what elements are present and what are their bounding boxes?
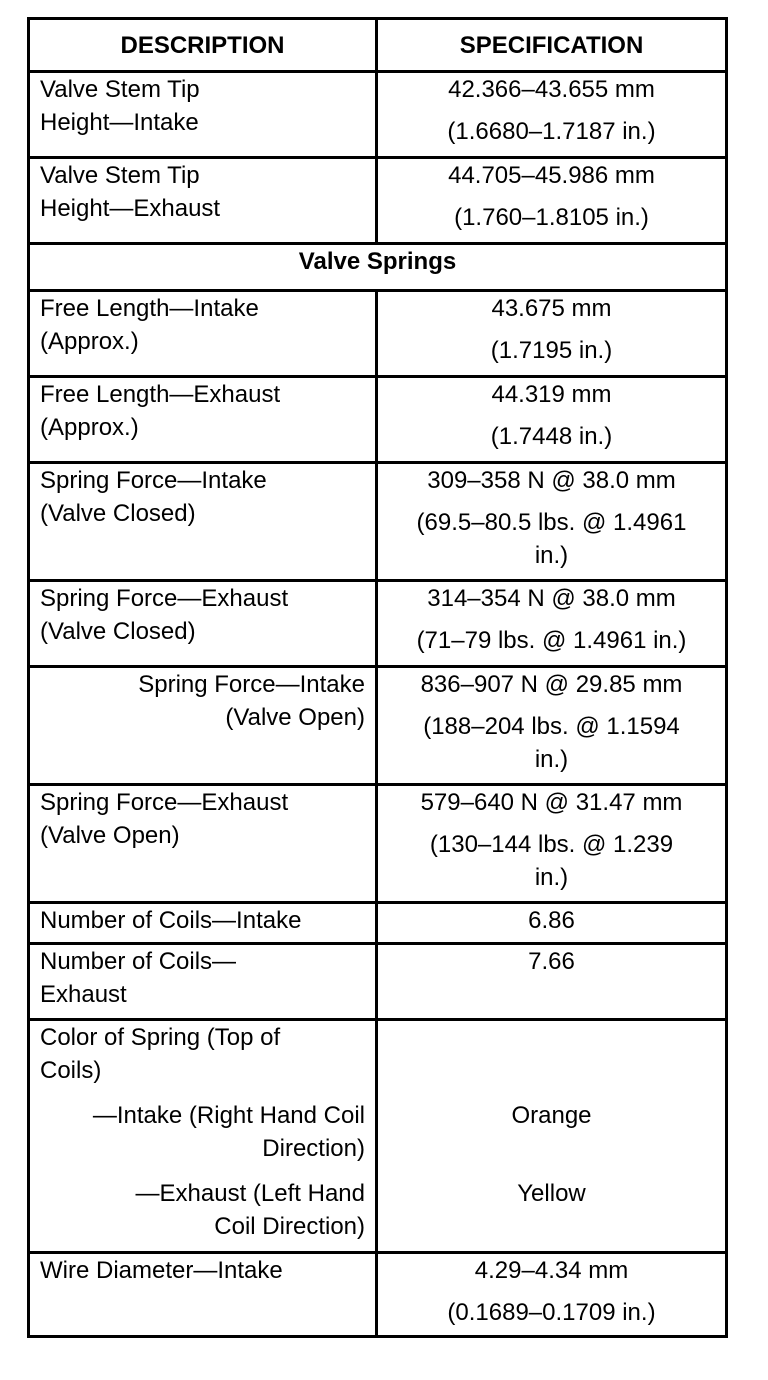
description-line: Coil Direction) — [214, 1213, 365, 1240]
spec-line: in.) — [534, 542, 569, 569]
specification-cell — [377, 1253, 727, 1337]
description-line: Free Length—Exhaust — [40, 381, 281, 408]
spec-line: 44.319 mm — [491, 381, 612, 408]
description-line: Color of Spring (Top of — [40, 1024, 281, 1051]
spec-line: 314–354 N @ 38.0 mm — [427, 585, 676, 612]
intake-color-value-wrap — [388, 1099, 715, 1165]
description-line: (Valve Closed) — [40, 618, 196, 645]
specification-cell — [377, 944, 727, 1020]
section-row — [29, 244, 727, 291]
exhaust-color-value: Yellow — [517, 1180, 586, 1207]
description-line: Spring Force—Intake — [138, 671, 365, 698]
description-cell — [29, 158, 377, 244]
header-specification: SPECIFICATION — [377, 19, 727, 72]
description-line: Height—Intake — [40, 109, 199, 136]
description-cell — [29, 581, 377, 667]
spec-line: 4.29–4.34 mm — [474, 1257, 629, 1284]
spec-line: 836–907 N @ 29.85 mm — [420, 671, 683, 698]
description-line: (Valve Open) — [225, 704, 365, 731]
spec-line: 44.705–45.986 mm — [448, 162, 655, 189]
table-row — [29, 581, 727, 667]
table-row — [29, 463, 727, 581]
spec-line: in.) — [534, 746, 569, 773]
spec-line: 42.366–43.655 mm — [448, 76, 655, 103]
spec-line: 6.86 — [528, 907, 575, 934]
specification-cell — [377, 463, 727, 581]
table-row — [29, 944, 727, 1020]
description-line: (Approx.) — [40, 414, 139, 441]
table-row — [29, 72, 727, 158]
header-description: DESCRIPTION — [29, 19, 377, 72]
description-line: Number of Coils—Intake — [40, 907, 302, 934]
table-row — [29, 158, 727, 244]
table-row — [29, 291, 727, 377]
table-row — [29, 667, 727, 785]
description-line: Direction) — [262, 1135, 365, 1162]
description-line: Valve Stem Tip — [40, 76, 200, 103]
description-cell — [29, 944, 377, 1020]
description-cell — [29, 291, 377, 377]
specification-cell — [377, 785, 727, 903]
description-line: Spring Force—Exhaust — [40, 585, 289, 612]
description-line: Valve Stem Tip — [40, 162, 200, 189]
description-line: Spring Force—Intake — [40, 467, 267, 494]
spec-line: (1.6680–1.7187 in.) — [447, 118, 656, 145]
intake-color-label — [40, 1099, 365, 1165]
specification-cell — [377, 377, 727, 463]
spec-line: in.) — [534, 864, 569, 891]
spec-line: (1.7448 in.) — [490, 423, 613, 450]
description-line: —Intake (Right Hand Coil — [92, 1102, 365, 1129]
section-title: Valve Springs — [29, 244, 727, 291]
description-line: —Exhaust (Left Hand — [135, 1180, 365, 1207]
description-line: (Approx.) — [40, 328, 139, 355]
specification-cell — [377, 581, 727, 667]
description-cell — [29, 377, 377, 463]
spec-line: (69.5–80.5 lbs. @ 1.4961 — [416, 509, 687, 536]
description-cell — [29, 667, 377, 785]
specification-cell — [377, 667, 727, 785]
spec-line: 309–358 N @ 38.0 mm — [427, 467, 676, 494]
description-line: Spring Force—Exhaust — [40, 789, 289, 816]
table-row — [29, 1253, 727, 1337]
spec-line: 43.675 mm — [491, 295, 612, 322]
table-row — [29, 1020, 727, 1253]
description-line: Wire Diameter—Intake — [40, 1257, 283, 1284]
description-line: Exhaust — [40, 981, 127, 1008]
description-cell — [29, 1020, 377, 1253]
description-line: Number of Coils— — [40, 948, 237, 975]
table-row — [29, 785, 727, 903]
description-cell — [29, 903, 377, 944]
description-cell — [29, 785, 377, 903]
spec-line: (130–144 lbs. @ 1.239 — [429, 831, 674, 858]
exhaust-color-label — [40, 1177, 365, 1243]
description-line: Height—Exhaust — [40, 195, 221, 222]
description-line: Coils) — [40, 1057, 102, 1084]
specification-cell — [377, 903, 727, 944]
spacer — [388, 1021, 715, 1087]
description-line: (Valve Open) — [40, 822, 180, 849]
description-line: Free Length—Intake — [40, 295, 259, 322]
specification-cell — [377, 291, 727, 377]
spec-line: (1.7195 in.) — [490, 337, 613, 364]
spec-line: (0.1689–0.1709 in.) — [447, 1299, 656, 1326]
description-cell — [29, 72, 377, 158]
table-row — [29, 377, 727, 463]
header-row — [29, 19, 727, 72]
description-cell — [29, 1253, 377, 1337]
specification-cell — [377, 158, 727, 244]
spec-table — [27, 17, 728, 1338]
spec-line: (1.760–1.8105 in.) — [454, 204, 649, 231]
spec-line: 7.66 — [528, 948, 575, 975]
exhaust-color-value-wrap — [388, 1177, 715, 1210]
specification-cell — [377, 72, 727, 158]
spec-line: (71–79 lbs. @ 1.4961 in.) — [416, 627, 687, 654]
description-cell — [29, 463, 377, 581]
specification-cell — [377, 1020, 727, 1253]
description-line: (Valve Closed) — [40, 500, 196, 527]
spec-line: 579–640 N @ 31.47 mm — [420, 789, 683, 816]
spec-line: (188–204 lbs. @ 1.1594 — [423, 713, 680, 740]
intake-color-value: Orange — [511, 1102, 592, 1129]
table-row — [29, 903, 727, 944]
